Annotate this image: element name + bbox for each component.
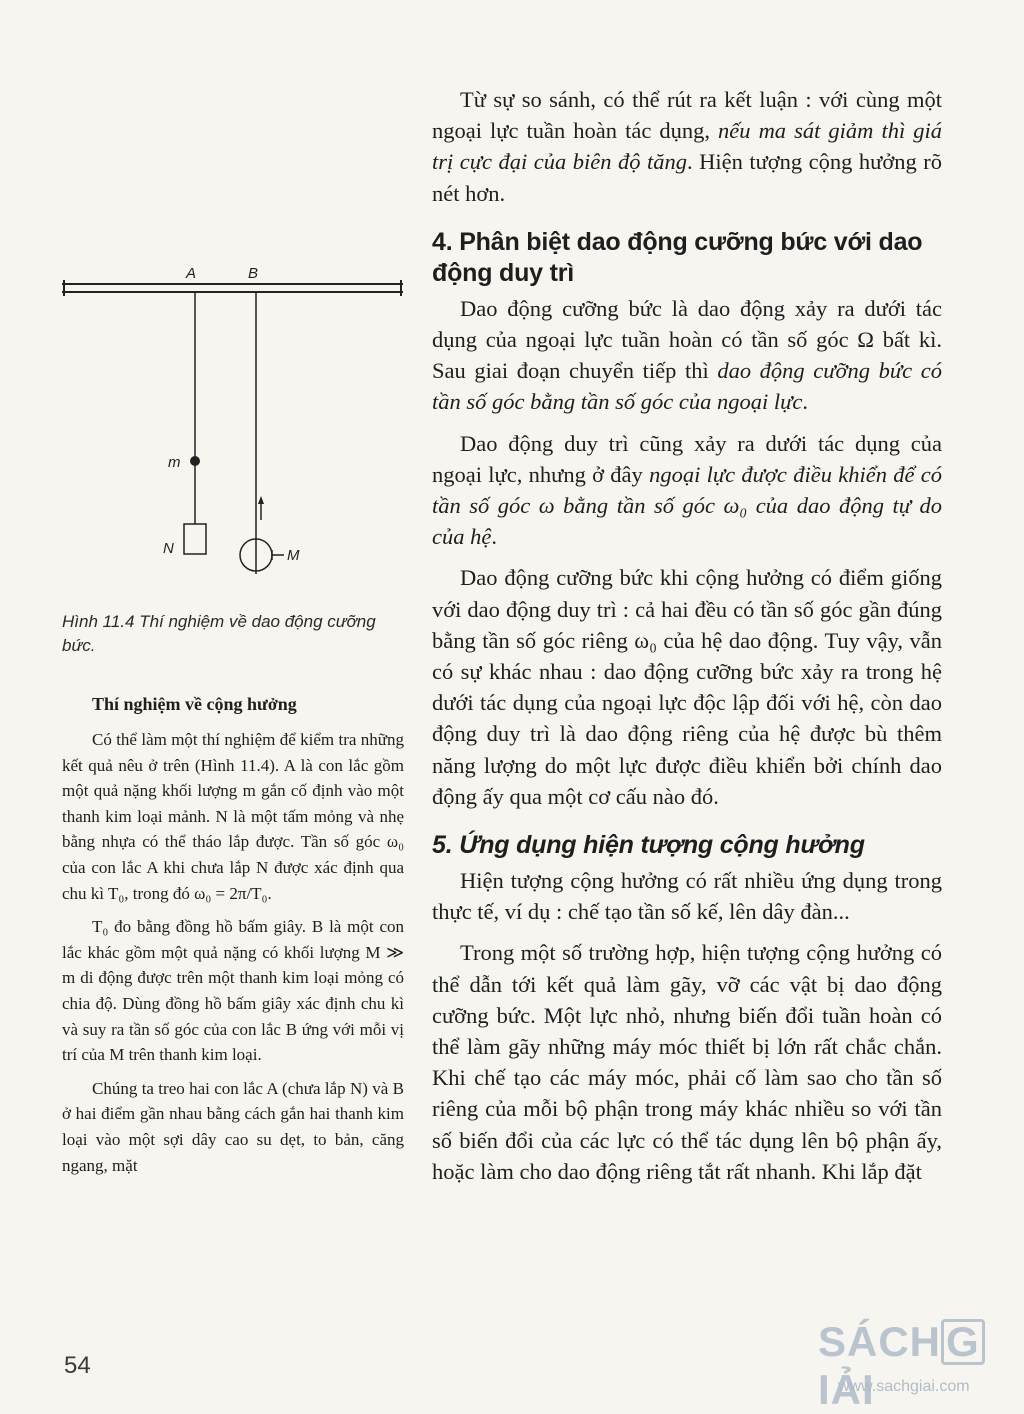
label-big-m: M bbox=[287, 547, 300, 564]
box-title: Thí nghiệm về cộng hưởng bbox=[92, 694, 297, 714]
logo-left: SÁCH bbox=[818, 1318, 942, 1365]
watermark-url: www.sachgiai.com bbox=[838, 1378, 970, 1395]
paragraph-damage: Trong một số trường hợp, hiện tượng cộng hưởng có thể dẫn tới kết quả làm gãy, vỡ các vật bị dao động cưỡng bức. Một lực nhỏ, nhưng biến đổi tuần hoàn có thể làm gãy những máy móc thiết bị lớn rất chắc chắn. Khi chế tạo các máy móc, phải cố làm sao cho tần số riêng của mỗi bộ phận trong máy khác nhiều so với tần số biến đổi của các lực có thể tác dụng lên bộ phận ấy, hoặc làm cho dao động riêng tắt rất nhanh. Khi lắp đặt bbox=[432, 940, 942, 1184]
watermark-logo bbox=[818, 1318, 1024, 1414]
experiment-box bbox=[62, 694, 404, 1186]
paragraph-sustained-oscillation bbox=[432, 428, 942, 553]
figure-caption: Hình 11.4 Thí nghiệm về dao động cưỡng bức. bbox=[62, 612, 376, 655]
heading-section-4: 4. Phân biệt dao động cưỡng bức với dao động duy trì bbox=[432, 227, 923, 287]
logo-box: G bbox=[941, 1319, 985, 1365]
label-m: m bbox=[168, 454, 181, 471]
paragraph-applications: Hiện tượng cộng hưởng có rất nhiều ứng dụng trong thực tế, ví dụ : chế tạo tần số kế, lên dây đàn... bbox=[432, 868, 942, 925]
text-run: Dao động duy trì cũng xảy ra dưới tác dụng của ngoại lực, nhưng ở đây bbox=[432, 430, 942, 487]
right-column bbox=[432, 84, 942, 1197]
logo-right: IẢI bbox=[818, 1366, 875, 1413]
label-b: B bbox=[248, 265, 259, 282]
text-run: Dao động cưỡng bức là dao động xảy ra dưới tác dụng của ngoại lực tuần hoàn có tần số góc Ω bất kì. Sau giai đoạn chuyển tiếp thì bbox=[432, 295, 942, 384]
box-paragraph-1: Có thể làm một thí nghiệm để kiểm tra những kết quả nêu ở trên (Hình 11.4). A là con lắc gồm một quả nặng khối lượng m gắn cố định vào một thanh kim loại mảnh. N là một tấm mỏng và nhẹ bằng nhựa có thể tháo lắp được. Tần số góc ω₀ của con lắc A khi chưa lắp N được xác định qua chu kì T₀, trong đó ω₀ = 2π/T₀. bbox=[62, 730, 404, 903]
italic-run: nếu ma sát giảm thì giá trị cực đại của biên độ tăng bbox=[432, 118, 943, 175]
paragraph-comparison-resonance: Dao động cưỡng bức khi cộng hưởng có điểm giống với dao động duy trì : cả hai đều có tần số góc gần đúng bằng tần số góc riêng ω₀ của hệ dao động. Tuy vậy, vẫn có sự khác nhau : dao động cưỡng bức xảy ra trong hệ dưới tác dụng của ngoại lực độc lập đối với hệ, còn dao động duy trì là dao động riêng của hệ được bù thêm năng lượng do một lực được điều khiển bởi chính dao động ấy qua một cơ cấu nào đó. bbox=[432, 565, 942, 809]
label-n: N bbox=[163, 540, 174, 557]
paragraph-forced-oscillation bbox=[432, 293, 942, 418]
heading-section-5: 5. Ứng dụng hiện tượng cộng hưởng bbox=[432, 831, 865, 860]
mass-m bbox=[190, 456, 200, 466]
text-run: . bbox=[802, 389, 808, 415]
support-beam bbox=[62, 280, 403, 296]
label-a: A bbox=[186, 265, 197, 282]
italic-run: ngoại lực được điều khiển để có tần số góc ω bằng tần số góc ω₀ của dao động tự do của hệ bbox=[432, 461, 942, 550]
text-run: . Hiện tượng cộng hưởng rõ nét hơn. bbox=[432, 149, 943, 206]
arrowhead bbox=[258, 496, 264, 504]
box-paragraph-3: Chúng ta treo hai con lắc A (chưa lắp N) và B ở hai điểm gần nhau bằng cách gắn hai thanh kim loại vào một sợi dây cao su dẹt, to bản, căng ngang, mặt bbox=[62, 1078, 404, 1175]
italic-run: dao động cưỡng bức có tần số góc bằng tần số góc của ngoại lực bbox=[432, 358, 942, 415]
plate-n bbox=[184, 524, 206, 554]
page-number: 54 bbox=[64, 1352, 91, 1379]
paragraph-comparison bbox=[432, 84, 942, 209]
box-paragraph-2: T₀ đo bằng đồng hồ bấm giây. B là một con lắc khác gồm một quả nặng có khối lượng M ≫ m di động được trên một thanh kim loại mỏng có chia độ. Dùng đồng hồ bấm giây xác định chu kì và suy ra tần số góc của con lắc B ứng với mỗi vị trí của M trên thanh kim loại. bbox=[62, 917, 404, 1065]
text-run: Từ sự so sánh, có thể rút ra kết luận : với cùng một ngoại lực tuần hoàn tác dụng, bbox=[432, 87, 942, 144]
pendulum-figure bbox=[60, 262, 405, 602]
text-run: . bbox=[491, 524, 497, 550]
